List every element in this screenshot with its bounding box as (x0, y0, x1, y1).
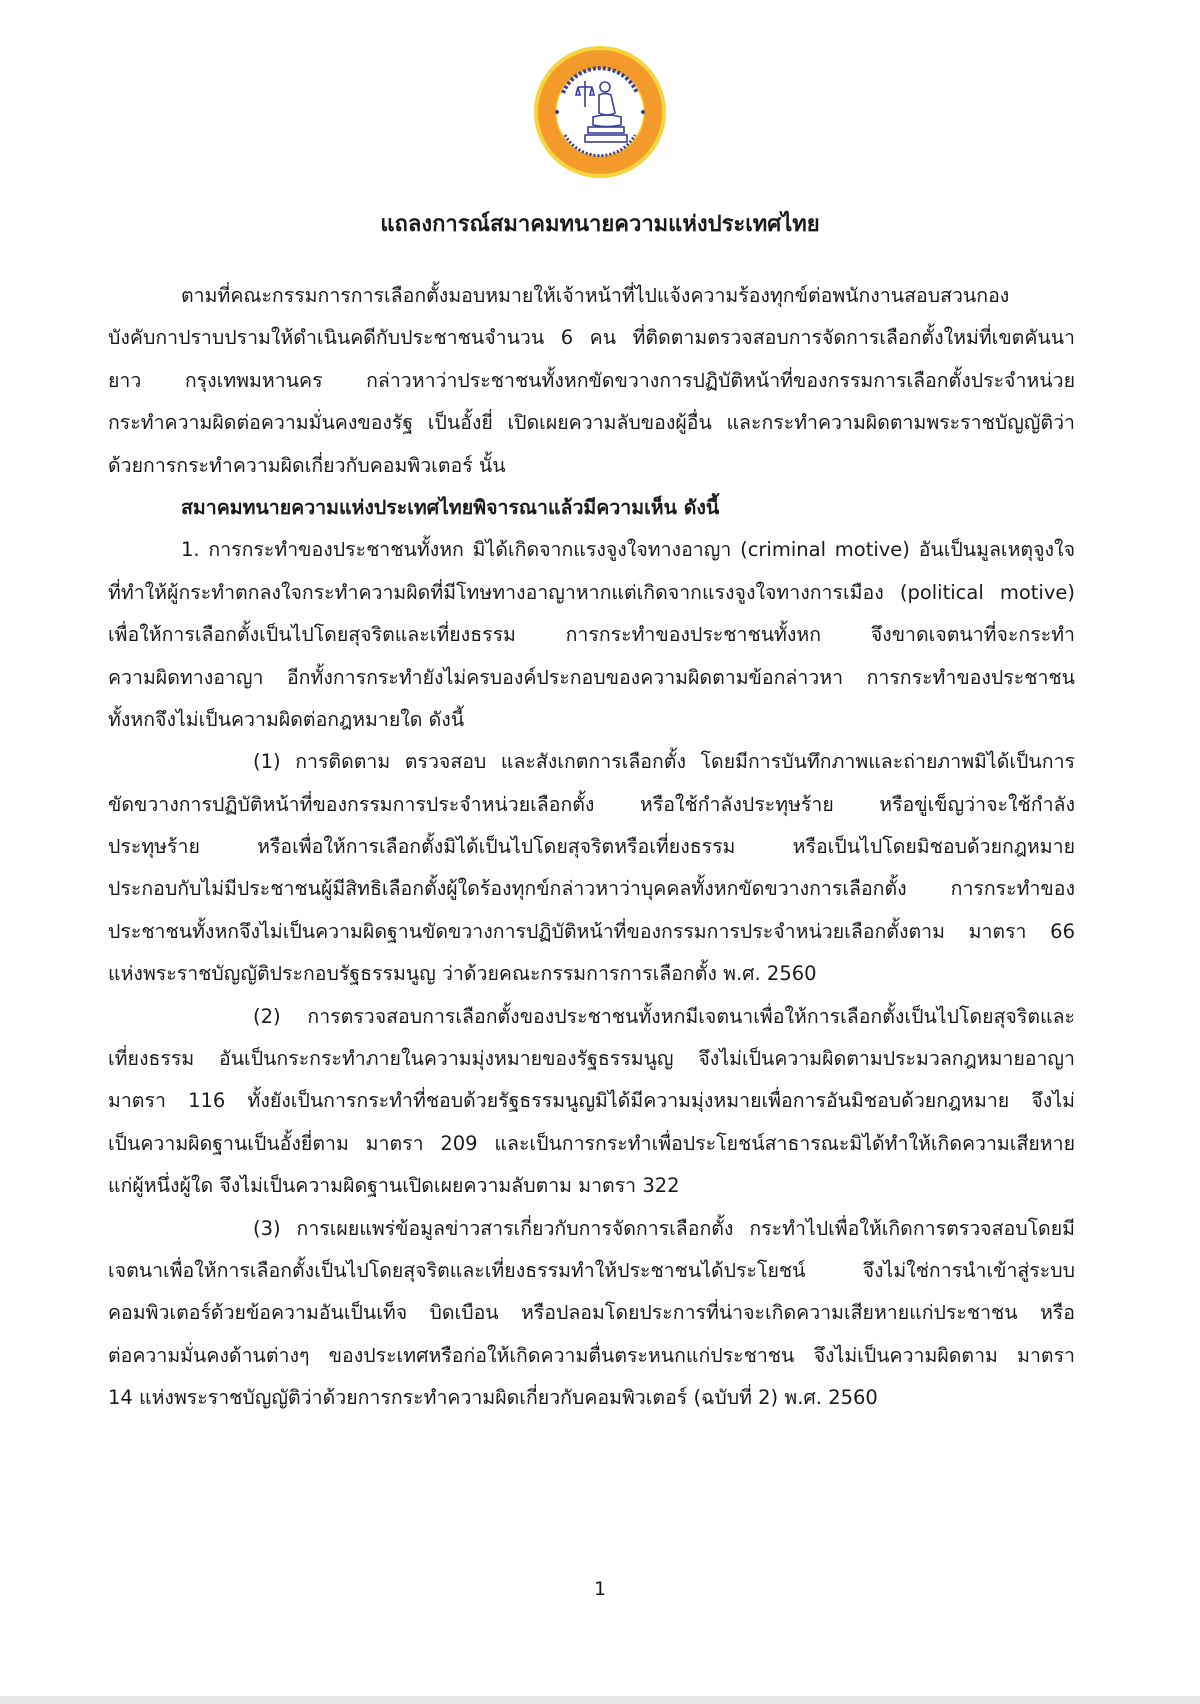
paragraph (108, 996, 1075, 1208)
text-line: ที่ทำให้ผู้กระทำตกลงใจกระทำความผิดที่มีโทษทางอาญาหากแต่เกิดจากแรงจูงใจทางการเมือง (political motive) (108, 580, 1075, 604)
text-line: ความผิดทางอาญา อีกทั้งการกระทำยังไม่ครบองค์ประกอบของความผิดตามข้อกล่าวหา การกระทำของประชาชน (108, 665, 1075, 689)
text-line: ทั้งหกจึงไม่เป็นความผิดต่อกฎหมายใด ดังนี้ (108, 707, 465, 731)
text-line: เพื่อให้การเลือกตั้งเป็นไปโดยสุจริตและเที่ยงธรรม การกระทำของประชาชนทั้งหก จึงขาดเจตนาที่จะกระทำ (108, 623, 1075, 647)
document-title: แถลงการณ์สมาคมทนายความแห่งประเทศไทย (380, 212, 820, 237)
paragraph (108, 741, 1075, 995)
paragraph (108, 275, 1075, 487)
text-line: (2) การตรวจสอบการเลือกตั้งของประชาชนทั้งหกมีเจตนาเพื่อให้การเลือกตั้งเป็นไปโดยสุจริตและ (253, 1004, 1075, 1028)
text-line: บังคับกาปราบปรามให้ดำเนินคดีกับประชาชนจำนวน 6 คน ที่ติดตามตรวจสอบการจัดการเลือกตั้งใหม่ที่เขตคันนา (108, 326, 1075, 350)
text-line: ประกอบกับไม่มีประชาชนผู้มีสิทธิเลือกตั้งผู้ใดร้องทุกข์กล่าวหาว่าบุคคลทั้งหกขัดขวางการเลือกตั้ง การกระทำของ (108, 877, 1075, 901)
text-line: มาตรา 116 ทั้งยังเป็นการกระทำที่ชอบด้วยรัฐธรรมนูญมิได้มีความมุ่งหมายเพื่อการอันมิชอบด้วยกฎหมาย จึงไม่ (108, 1089, 1075, 1113)
text-line: กระทำความผิดต่อความมั่นคงของรัฐ เป็นอั้งยี่ เปิดเผยความลับของผู้อื่น และกระทำความผิดตามพระราชบัญญัติว่า (108, 411, 1075, 435)
text-line: ต่อความมั่นคงด้านต่างๆ ของประเทศหรือก่อให้เกิดความตื่นตระหนกแก่ประชาชน จึงไม่เป็นความผิดตาม มาตรา (108, 1343, 1075, 1367)
association-logo (533, 45, 667, 179)
text-line: คอมพิวเตอร์ด้วยข้อความอันเป็นเท็จ บิดเบือน หรือปลอมโดยประการที่น่าจะเกิดความเสียหายแก่ประชาชน หรือ (108, 1301, 1075, 1325)
text-line: แห่งพระราชบัญญัติประกอบรัฐธรรมนูญ ว่าด้วยคณะกรรมการการเลือกตั้ง พ.ศ. 2560 (108, 962, 817, 986)
text-line: ประชาชนทั้งหกจึงไม่เป็นความผิดฐานขัดขวางการปฏิบัติหน้าที่ของกรรมการประจำหน่วยเลือกตั้งตาม มาตรา 66 (108, 919, 1075, 943)
text-line: ประทุษร้าย หรือเพื่อให้การเลือกตั้งมิได้เป็นไปโดยสุจริตหรือเที่ยงธรรม หรือเป็นไปโดยมิชอบด้วยกฎหมาย (108, 835, 1075, 859)
scales-of-justice-seal-icon (533, 45, 667, 179)
paragraph (108, 1208, 1075, 1420)
paragraph (108, 529, 1075, 741)
text-line: 14 แห่งพระราชบัญญัติว่าด้วยการกระทำความผิดเกี่ยวกับคอมพิวเตอร์ (ฉบับที่ 2) พ.ศ. 2560 (108, 1386, 878, 1410)
page-bottom-edge (0, 1696, 1200, 1704)
text-line: เป็นความผิดฐานเป็นอั้งยี่ตาม มาตรา 209 และเป็นการกระทำเพื่อประโยชน์สาธารณะมิได้ทำให้เกิดความเสียหาย (108, 1131, 1075, 1155)
text-line: เที่ยงธรรม อันเป็นกระกระทำภายในความมุ่งหมายของรัฐธรรมนูญ จึงไม่เป็นความผิดตามประมวลกฎหมายอาญา (108, 1047, 1075, 1071)
text-line: แก่ผู้หนึ่งผู้ใด จึงไม่เป็นความผิดฐานเปิดเผยความลับตาม มาตรา 322 (108, 1174, 680, 1198)
text-line: สมาคมทนายความแห่งประเทศไทยพิจารณาแล้วมีความเห็น ดังนี้ (181, 495, 720, 519)
text-line: (3) การเผยแพร่ข้อมูลข่าวสารเกี่ยวกับการจัดการเลือกตั้ง กระทำไปเพื่อให้เกิดการตรวจสอบโดยมี (253, 1216, 1075, 1240)
document-body (108, 275, 1075, 1420)
text-line: ขัดขวางการปฏิบัติหน้าที่ของกรรมการประจำหน่วยเลือกตั้ง หรือใช้กำลังประทุษร้าย หรือขู่เข็ญว่าจะใช้กำลัง (108, 792, 1075, 816)
page-number: 1 (593, 1578, 607, 1600)
text-line: ด้วยการกระทำความผิดเกี่ยวกับคอมพิวเตอร์ นั้น (108, 453, 506, 477)
text-line: 1. การกระทำของประชาชนทั้งหก มิได้เกิดจากแรงจูงใจทางอาญา (criminal motive) อันเป็นมูลเหตุจูงใจ (181, 538, 1075, 562)
text-line: ยาว กรุงเทพมหานคร กล่าวหาว่าประชาชนทั้งหกขัดขวางการปฏิบัติหน้าที่ของกรรมการเลือกตั้งประจำหน่วย (108, 368, 1075, 392)
section-heading (108, 487, 1075, 529)
text-line: เจตนาเพื่อให้การเลือกตั้งเป็นไปโดยสุจริตและเที่ยงธรรมทำให้ประชาชนได้ประโยชน์ จึงไม่ใช่การนำเข้าสู่ระบบ (108, 1258, 1075, 1282)
text-line: ตามที่คณะกรรมการการเลือกตั้งมอบหมายให้เจ้าหน้าที่ไปแจ้งความร้องทุกข์ต่อพนักงานสอบสวนกอง (181, 284, 1010, 307)
text-line: (1) การติดตาม ตรวจสอบ และสังเกตการเลือกตั้ง โดยมีการบันทึกภาพและถ่ายภาพมิได้เป็นการ (253, 750, 1075, 774)
